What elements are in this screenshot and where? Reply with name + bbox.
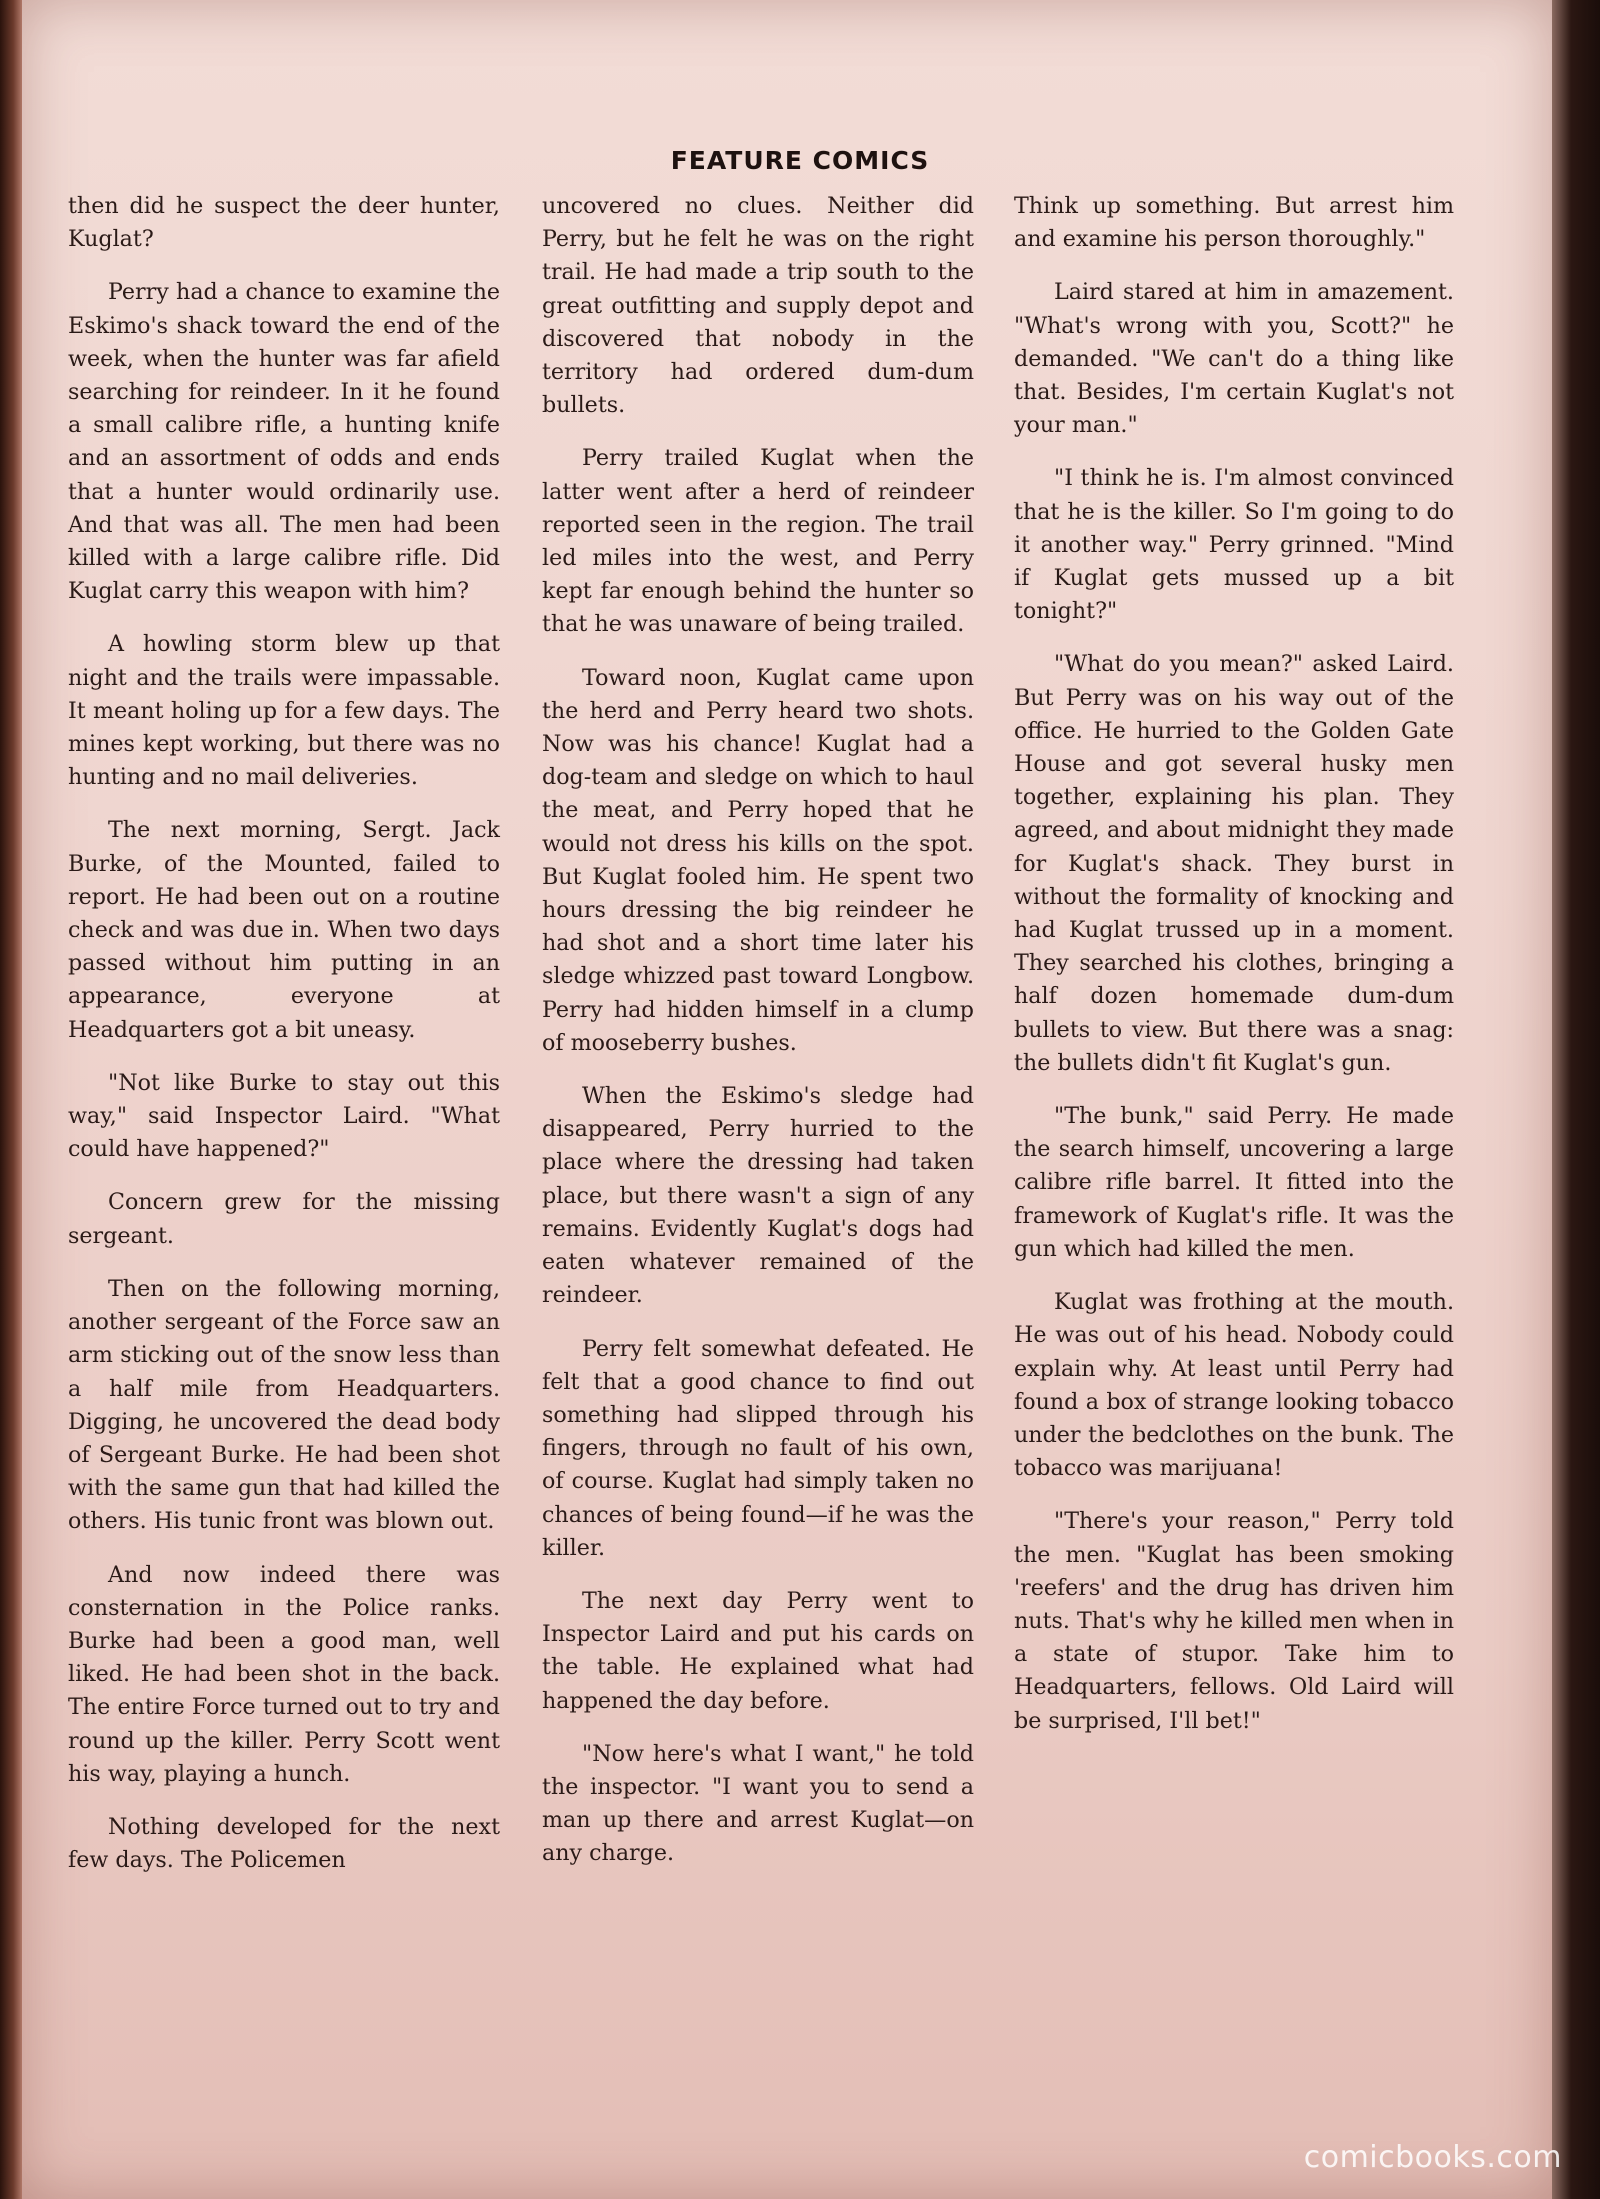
article-paragraph: Think up something. But arrest him and examine his person thoroughly." <box>1014 193 1454 253</box>
article-paragraph: "There's your reason," Perry told the men. "Kuglat has been smoking 'reefers' and the drug has driven him nuts. That's why he killed men when in a state of stupor. Take him to Headquarters, fellows. Old Laird will be surprised, I'll bet!" <box>1014 1508 1454 1734</box>
text-column-3 <box>1014 190 1454 1758</box>
article-paragraph: The next day Perry went to Inspector Laird and put his cards on the table. He explained what had happened the day before. <box>542 1587 974 1714</box>
article-paragraph: The next morning, Sergt. Jack Burke, of the Mounted, failed to report. He had been out on a routine check and was due in. When two days passed without him putting in an appearance, everyone at Headquarters got a bit uneasy. <box>68 817 500 1043</box>
article-paragraph: Kuglat was frothing at the mouth. He was out of his head. Nobody could explain why. At least until Perry had found a box of strange looking tobacco under the bedclothes on the bunk. The tobacco was marijuana! <box>1014 1289 1454 1482</box>
article-paragraph: then did he suspect the deer hunter, Kuglat? <box>68 193 500 253</box>
article-paragraph: Laird stared at him in amazement. "What's wrong with you, Scott?" he demanded. "We can't do a thing like that. Besides, I'm certain Kuglat's not your man." <box>1014 279 1454 439</box>
article-paragraph: A howling storm blew up that night and the trails were impassable. It meant holing up for a few days. The mines kept working, but there was no hunting and no mail deliveries. <box>68 631 500 791</box>
article-paragraph: Perry had a chance to examine the Eskimo's shack toward the end of the week, when the hunter was far afield searching for reindeer. In it he found a small calibre rifle, a hunting knife and an assortment of odds and ends that a hunter would ordinarily use. And that was all. The men had been killed with a large calibre rifle. Did Kuglat carry this weapon with him? <box>68 279 500 605</box>
article-paragraph: uncovered no clues. Neither did Perry, but he felt he was on the right trail. He had made a trip south to the great outfitting and supply depot and discovered that nobody in the territory had ordered dum-dum bullets. <box>542 193 974 419</box>
article-paragraph: Concern grew for the missing sergeant. <box>68 1189 500 1249</box>
text-column-2 <box>542 190 974 1891</box>
article-paragraph: Nothing developed for the next few days. The Policemen <box>68 1813 500 1874</box>
page-edge-shadow <box>1552 0 1600 2199</box>
book-spine <box>0 0 22 2199</box>
article-paragraph: Then on the following morning, another sergeant of the Force saw an arm sticking out of the snow less than a half mile from Headquarters. Digging, he uncovered the dead body of Sergeant Burke. He had been shot with the same gun that had killed the others. His tunic front was blown out. <box>68 1275 500 1535</box>
page-header-title: FEATURE COMICS <box>670 146 930 175</box>
article-paragraph: "Not like Burke to stay out this way," said Inspector Laird. "What could have happened?" <box>68 1069 500 1163</box>
article-paragraph: Perry trailed Kuglat when the latter went after a herd of reindeer reported seen in the region. The trail led miles into the west, and Perry kept far enough behind the hunter so that he was unaware of being trailed. <box>542 445 974 638</box>
article-paragraph: "Now here's what I want," he told the inspector. "I want you to send a man up there and arrest Kuglat—on any charge. <box>542 1740 974 1867</box>
article-paragraph: And now indeed there was consternation in the Police ranks. Burke had been a good man, well liked. He had been shot in the back. The entire Force turned out to try and round up the killer. Perry Scott went his way, playing a hunch. <box>68 1561 500 1787</box>
article-paragraph: "The bunk," said Perry. He made the search himself, uncovering a large calibre rifle barrel. It fitted into the framework of Kuglat's rifle. It was the gun which had killed the men. <box>1014 1103 1454 1262</box>
text-column-1 <box>68 190 500 1897</box>
article-paragraph: "What do you mean?" asked Laird. But Perry was on his way out of the office. He hurried to the Golden Gate House and got several husky men together, explaining his plan. They agreed, and about midnight they made for Kuglat's shack. They burst in without the formality of knocking and had Kuglat trussed up in a moment. They searched his clothes, bringing a half dozen homemade dum-dum bullets to view. But there was a snag: the bullets didn't fit Kuglat's gun. <box>1014 651 1454 1076</box>
article-paragraph: When the Eskimo's sledge had disappeared, Perry hurried to the place where the dressing had taken place, but there wasn't a sign of any remains. Evidently Kuglat's dogs had eaten whatever remained of the reindeer. <box>542 1083 974 1309</box>
article-paragraph: Toward noon, Kuglat came upon the herd and Perry heard two shots. Now was his chance! Kuglat had a dog-team and sledge on which to haul the meat, and Perry hoped that he would not dress his kills on the spot. But Kuglat fooled him. He spent two hours dressing the big reindeer he had shot and a short time later his sledge whizzed past toward Longbow. Perry had hidden himself in a clump of mooseberry bushes. <box>542 664 974 1056</box>
article-paragraph: "I think he is. I'm almost convinced that he is the killer. So I'm going to do it another way." Perry grinned. "Mind if Kuglat gets mussed up a bit tonight?" <box>1014 465 1454 625</box>
article-paragraph: Perry felt somewhat defeated. He felt that a good chance to find out something had slipped through his fingers, through no fault of his own, of course. Kuglat had simply taken no chances of being found—if he was the killer. <box>542 1335 974 1561</box>
site-watermark: comicbooks.com <box>1303 2140 1562 2175</box>
